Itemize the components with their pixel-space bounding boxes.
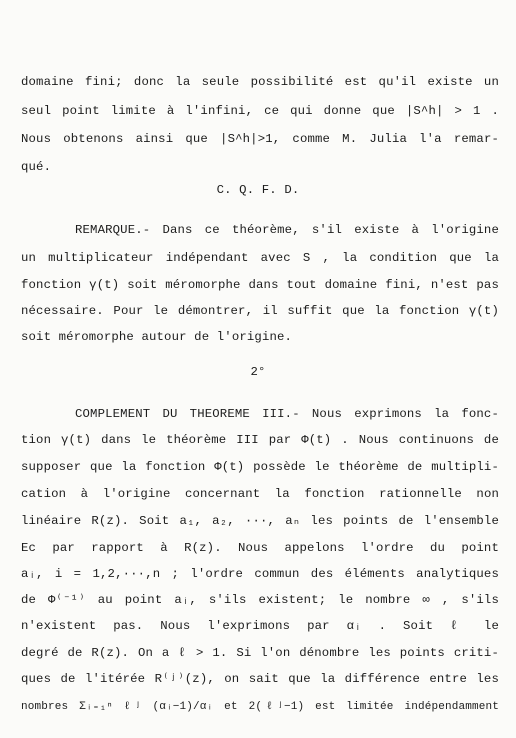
text-line-20: degré de R(z). On a ℓ > 1. Si l'on dénombre les points criti- xyxy=(21,646,499,660)
cqfd-heading: C. Q. F. D. xyxy=(216,183,300,197)
text-line-22: nombres Σᵢ₌₁ⁿ ℓʲ (αᵢ−1)/αᵢ et 2(ℓʲ−1) est limitée indépendamment xyxy=(21,701,499,713)
text-line-17: aᵢ, i = 1,2,···,n ; l'ordre commun des éléments analytiques xyxy=(21,567,499,581)
text-line-2: seul point limite à l'infini, ce qui donne que |S^h| > 1 . xyxy=(21,104,499,118)
complement-line-1: COMPLEMENT DU THEOREME III.- Nous exprimons la fonc- xyxy=(75,407,499,421)
text-line-15: linéaire R(z). Soit a₁, a₂, ···, aₙ les points de l'ensemble xyxy=(21,514,499,528)
text-line-19: n'existent pas. Nous l'exprimons par αᵢ . Soit ℓ le xyxy=(21,619,499,633)
text-line-4: qué. xyxy=(21,160,52,174)
text-line-18: de Φ⁽⁻¹⁾ au point aᵢ, s'ils existent; le nombre ∞ , s'ils xyxy=(21,593,499,607)
remark-line-1: REMARQUE.- Dans ce théorème, s'il existe à l'origine xyxy=(75,223,499,237)
text-line-13: supposer que la fonction Φ(t) possède le théorème de multipli- xyxy=(21,460,499,474)
section-number: 2° xyxy=(250,365,266,379)
text-line-3: Nous obtenons ainsi que |S^h|>1, comme M. Julia l'a remar- xyxy=(21,132,499,146)
text-line-1: domaine fini; donc la seule possibilité est qu'il existe un xyxy=(21,75,499,89)
text-line-21: ques de l'itérée R⁽ʲ⁾(z), on sait que la différence entre les xyxy=(21,672,499,686)
text-line-12: tion γ(t) dans le théorème III par Φ(t) . Nous continuons de xyxy=(21,433,499,447)
text-line-9: soit méromorphe autour de l'origine. xyxy=(21,330,293,344)
text-line-16: Ec par rapport à R(z). Nous appelons l'ordre du point xyxy=(21,541,499,555)
text-line-14: cation à l'origine concernant la fonction rationnelle non xyxy=(21,487,499,501)
text-line-8: nécessaire. Pour le démontrer, il suffit que la fonction γ(t) xyxy=(21,304,499,318)
text-line-6: un multiplicateur indépendant avec S , la condition que la xyxy=(21,251,499,265)
text-line-7: fonction γ(t) soit méromorphe dans tout domaine fini, n'est pas xyxy=(21,278,499,292)
